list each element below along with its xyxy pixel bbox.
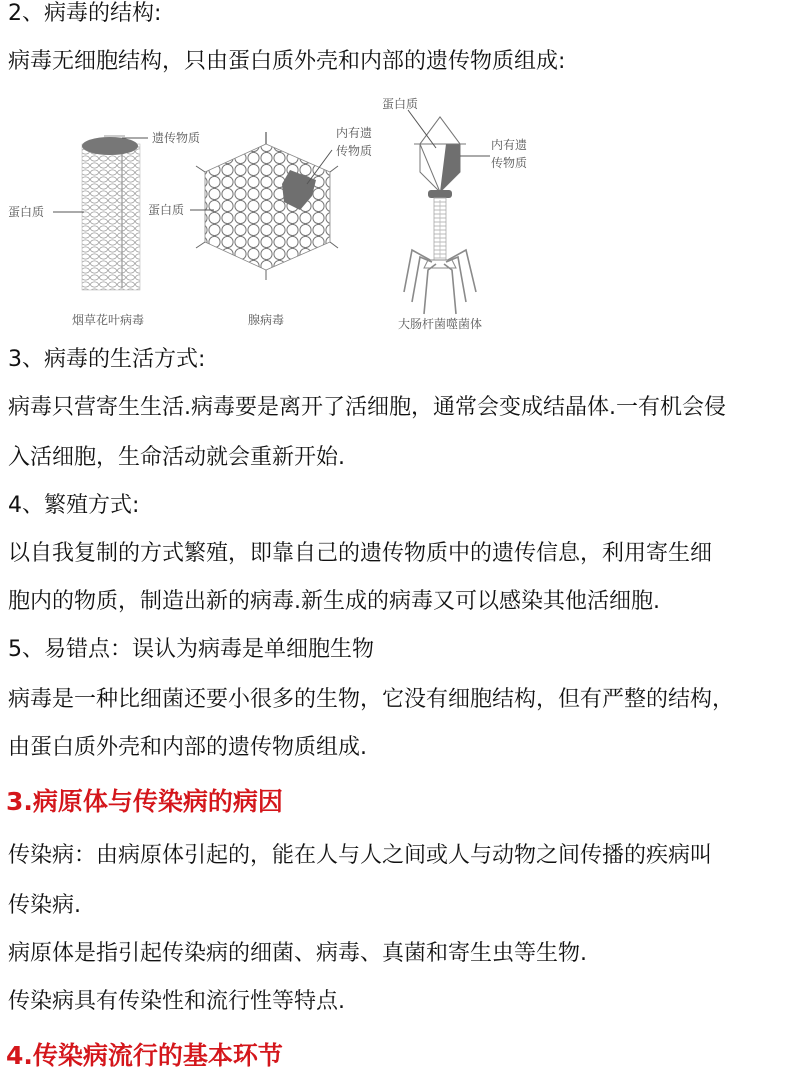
section-5-title: 5、易错点：误认为病毒是单细胞生物 [8,637,374,662]
tmv-diagram [8,130,200,327]
section-5-body-line-1: 病毒是一种比细菌还要小很多的生物，它没有细胞结构，但有严整的结构， [8,687,735,712]
section-5-body-line-2: 由蛋白质外壳和内部的遗传物质组成. [8,735,367,760]
svg-text:蛋白质: 蛋白质 [148,203,185,217]
virus-diagram [0,92,600,337]
svg-text:腺病毒: 腺病毒 [248,313,285,327]
svg-text:烟草花叶病毒: 烟草花叶病毒 [72,313,145,327]
infectious-disease-characteristics: 传染病具有传染性和流行性等特点. [8,989,345,1014]
virus-structure-figure [0,92,600,337]
heading-transmission-links: 4.传染病流行的基本环节 [6,1041,283,1070]
section-2-title: 2、病毒的结构: [8,1,162,26]
adenovirus-diagram [148,125,372,327]
heading-pathogen-causes: 3.病原体与传染病的病因 [6,787,283,816]
pathogen-definition: 病原体是指引起传染病的细菌、病毒、真菌和寄生虫等生物. [8,941,587,966]
svg-text:内有遗: 内有遗 [491,138,528,152]
svg-text:遗传物质: 遗传物质 [152,131,201,145]
svg-text:传物质: 传物质 [336,144,373,158]
svg-text:内有遗: 内有遗 [336,126,373,140]
infectious-disease-definition-line-2: 传染病. [8,893,81,918]
svg-text:传物质: 传物质 [491,156,528,170]
phage-diagram [382,96,527,331]
section-4-body-line-2: 胞内的物质，制造出新的病毒.新生成的病毒又可以感染其他活细胞. [8,589,660,614]
svg-text:大肠杆菌噬菌体: 大肠杆菌噬菌体 [398,317,483,331]
section-3-body-line-1: 病毒只营寄生生活.病毒要是离开了活细胞，通常会变成结晶体.一有机会侵 [8,395,726,420]
infectious-disease-definition-line-1: 传染病：由病原体引起的，能在人与人之间或人与动物之间传播的疾病叫 [8,843,713,868]
section-4-body-line-1: 以自我复制的方式繁殖，即靠自己的遗传物质中的遗传信息，利用寄生细 [8,541,713,566]
section-3-title: 3、病毒的生活方式: [8,347,206,372]
section-2-body: 病毒无细胞结构，只由蛋白质外壳和内部的遗传物质组成: [8,49,566,74]
section-3-body-line-2: 入活细胞，生命活动就会重新开始. [8,445,345,470]
section-4-title: 4、繁殖方式: [8,493,140,518]
svg-text:蛋白质: 蛋白质 [382,97,419,111]
svg-text:蛋白质: 蛋白质 [8,205,45,219]
